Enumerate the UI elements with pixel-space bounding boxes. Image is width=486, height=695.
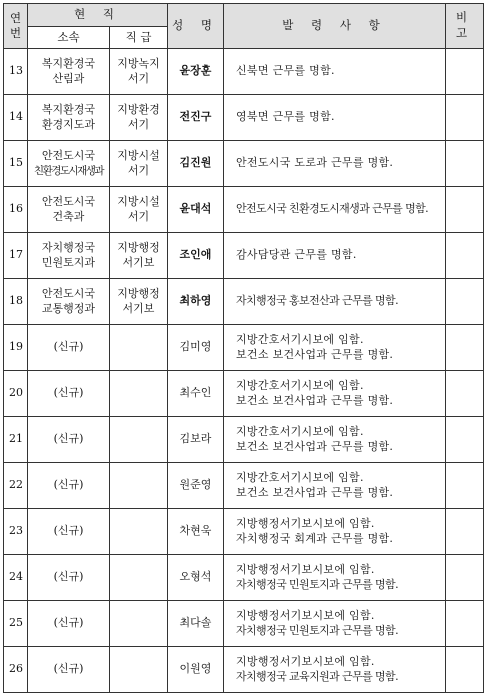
cell-note	[446, 279, 484, 325]
cell-rank	[110, 141, 168, 187]
cell-rank	[110, 601, 168, 647]
rank-line: 지방시설	[117, 194, 160, 208]
cell-no: 15	[4, 141, 28, 187]
cell-note	[446, 49, 484, 95]
personnel-order-table	[3, 3, 484, 693]
cell-no: 17	[4, 233, 28, 279]
order-line: 보건소 보건사업과 근무를 명함.	[236, 485, 394, 499]
dept-line: 친환경도시재생과	[33, 164, 104, 177]
cell-order	[224, 371, 446, 417]
cell-note	[446, 509, 484, 555]
order-line: 지방행정서기보시보에 임함.	[236, 608, 375, 622]
order-line: 자치행정국 홍보전산과 근무를 명함.	[236, 294, 398, 308]
cell-note	[446, 233, 484, 279]
cell-order	[224, 509, 446, 555]
dept-line: 교통행정과	[41, 301, 96, 315]
table-row	[4, 417, 484, 463]
order-line: 자치행정국 민원토지과 근무를 명함.	[236, 623, 398, 637]
cell-rank	[110, 463, 168, 509]
dept-line: 자치행정국	[41, 240, 96, 254]
cell-name: 최하영	[168, 279, 224, 325]
cell-order	[224, 601, 446, 647]
order-line: 자치행정국 교육지원과 근무를 명함.	[236, 669, 398, 683]
rank-line: 서기	[127, 163, 150, 177]
table-row	[4, 49, 484, 95]
order-line: 지방행정서기보시보에 임함.	[236, 654, 375, 668]
cell-order	[224, 95, 446, 141]
rank-line: 서기보	[122, 255, 155, 269]
table-row	[4, 555, 484, 601]
cell-note	[446, 95, 484, 141]
cell-dept	[28, 233, 110, 279]
header-order: 발 령 사 항	[224, 4, 446, 49]
order-line: 영북면 근무를 명함.	[236, 110, 335, 124]
header-dept: 소속	[28, 27, 110, 49]
cell-rank	[110, 279, 168, 325]
header-rank: 직 급	[110, 27, 168, 49]
cell-dept	[28, 509, 110, 555]
cell-note	[446, 463, 484, 509]
cell-no: 25	[4, 601, 28, 647]
cell-no: 21	[4, 417, 28, 463]
order-line: 지방행정서기보시보에 임함.	[236, 516, 375, 530]
cell-no: 13	[4, 49, 28, 95]
header-no	[4, 4, 28, 49]
cell-note	[446, 325, 484, 371]
header-no-label: 연번	[9, 10, 22, 40]
cell-dept	[28, 325, 110, 371]
cell-dept	[28, 49, 110, 95]
cell-no: 14	[4, 95, 28, 141]
dept-line: 민원토지과	[41, 255, 96, 269]
cell-note	[446, 371, 484, 417]
cell-order	[224, 279, 446, 325]
table-row	[4, 325, 484, 371]
cell-rank	[110, 49, 168, 95]
cell-note	[446, 555, 484, 601]
dept-line: 건축과	[52, 209, 85, 223]
dept-line: 환경지도과	[41, 117, 96, 131]
order-line: 보건소 보건사업과 근무를 명함.	[236, 347, 394, 361]
cell-dept	[28, 647, 110, 693]
table-row	[4, 371, 484, 417]
order-line: 자치행정국 민원토지과 근무를 명함.	[236, 577, 398, 591]
order-line: 안전도시국 친환경도시재생과 근무를 명함.	[236, 202, 429, 216]
rank-line: 지방녹지	[117, 56, 160, 70]
cell-name: 원준영	[168, 463, 224, 509]
table-row	[4, 187, 484, 233]
header-name: 성 명	[168, 4, 224, 49]
table-row	[4, 279, 484, 325]
order-line: 지방간호서기시보에 임함.	[236, 470, 364, 484]
table-row	[4, 463, 484, 509]
dept-line: 안전도시국	[41, 194, 96, 208]
cell-name: 김보라	[168, 417, 224, 463]
table-row	[4, 509, 484, 555]
cell-rank	[110, 95, 168, 141]
cell-rank	[110, 371, 168, 417]
table-row	[4, 141, 484, 187]
dept-line: (신규)	[53, 386, 84, 400]
dept-line: 산림과	[52, 71, 85, 85]
rank-line: 지방행정	[117, 240, 160, 254]
cell-dept	[28, 95, 110, 141]
cell-no: 19	[4, 325, 28, 371]
order-line: 신북면 근무를 명함.	[236, 64, 335, 78]
cell-dept	[28, 371, 110, 417]
cell-rank	[110, 325, 168, 371]
cell-dept	[28, 141, 110, 187]
dept-line: 복지환경국	[41, 102, 96, 116]
table-row	[4, 647, 484, 693]
rank-line: 지방시설	[117, 148, 160, 162]
cell-order	[224, 647, 446, 693]
cell-order	[224, 49, 446, 95]
rank-line: 서기	[127, 117, 150, 131]
header-note: 비 고	[446, 4, 484, 49]
cell-order	[224, 141, 446, 187]
dept-line: (신규)	[53, 570, 84, 584]
rank-line: 서기	[127, 71, 150, 85]
cell-rank	[110, 509, 168, 555]
cell-rank	[110, 187, 168, 233]
cell-name: 전진구	[168, 95, 224, 141]
table-row	[4, 233, 484, 279]
cell-order	[224, 187, 446, 233]
cell-dept	[28, 279, 110, 325]
dept-line: 안전도시국	[41, 286, 96, 300]
rank-line: 지방환경	[117, 102, 160, 116]
cell-dept	[28, 417, 110, 463]
cell-no: 23	[4, 509, 28, 555]
cell-note	[446, 601, 484, 647]
cell-order	[224, 417, 446, 463]
cell-rank	[110, 417, 168, 463]
table-header	[4, 4, 484, 49]
cell-order	[224, 463, 446, 509]
dept-line: 복지환경국	[41, 56, 96, 70]
cell-note	[446, 187, 484, 233]
rank-line: 서기보	[122, 301, 155, 315]
cell-name: 김진원	[168, 141, 224, 187]
cell-name: 윤장훈	[168, 49, 224, 95]
order-line: 지방간호서기시보에 임함.	[236, 332, 364, 346]
cell-name: 조인애	[168, 233, 224, 279]
order-line: 지방간호서기시보에 임함.	[236, 378, 364, 392]
cell-dept	[28, 463, 110, 509]
cell-note	[446, 417, 484, 463]
order-line: 지방간호서기시보에 임함.	[236, 424, 364, 438]
cell-dept	[28, 601, 110, 647]
order-line: 감사담당관 근무를 명함.	[236, 248, 357, 262]
header-current: 현 직	[28, 4, 168, 27]
cell-name: 이원영	[168, 647, 224, 693]
dept-line: 안전도시국	[41, 148, 96, 162]
cell-no: 20	[4, 371, 28, 417]
order-line: 보건소 보건사업과 근무를 명함.	[236, 393, 394, 407]
cell-no: 24	[4, 555, 28, 601]
cell-name: 윤대석	[168, 187, 224, 233]
rank-line: 지방행정	[117, 286, 160, 300]
dept-line: (신규)	[53, 478, 84, 492]
dept-line: (신규)	[53, 524, 84, 538]
cell-no: 22	[4, 463, 28, 509]
dept-line: (신규)	[53, 662, 84, 676]
cell-order	[224, 233, 446, 279]
table-row	[4, 601, 484, 647]
cell-dept	[28, 187, 110, 233]
cell-note	[446, 647, 484, 693]
cell-no: 26	[4, 647, 28, 693]
cell-name: 차현욱	[168, 509, 224, 555]
cell-no: 16	[4, 187, 28, 233]
dept-line: (신규)	[53, 616, 84, 630]
cell-dept	[28, 555, 110, 601]
cell-name: 최수인	[168, 371, 224, 417]
cell-rank	[110, 233, 168, 279]
rank-line: 서기	[127, 209, 150, 223]
cell-no: 18	[4, 279, 28, 325]
cell-name: 최다솔	[168, 601, 224, 647]
order-line: 안전도시국 도로과 근무를 명함.	[236, 156, 394, 170]
cell-rank	[110, 647, 168, 693]
cell-rank	[110, 555, 168, 601]
order-line: 지방행정서기보시보에 임함.	[236, 562, 375, 576]
cell-name: 김미영	[168, 325, 224, 371]
table-row	[4, 95, 484, 141]
cell-order	[224, 325, 446, 371]
cell-name: 오형석	[168, 555, 224, 601]
dept-line: (신규)	[53, 432, 84, 446]
cell-note	[446, 141, 484, 187]
dept-line: (신규)	[53, 340, 84, 354]
order-line: 자치행정국 회계과 근무를 명함.	[236, 531, 394, 545]
order-line: 보건소 보건사업과 근무를 명함.	[236, 439, 394, 453]
cell-order	[224, 555, 446, 601]
table-body	[4, 49, 484, 693]
